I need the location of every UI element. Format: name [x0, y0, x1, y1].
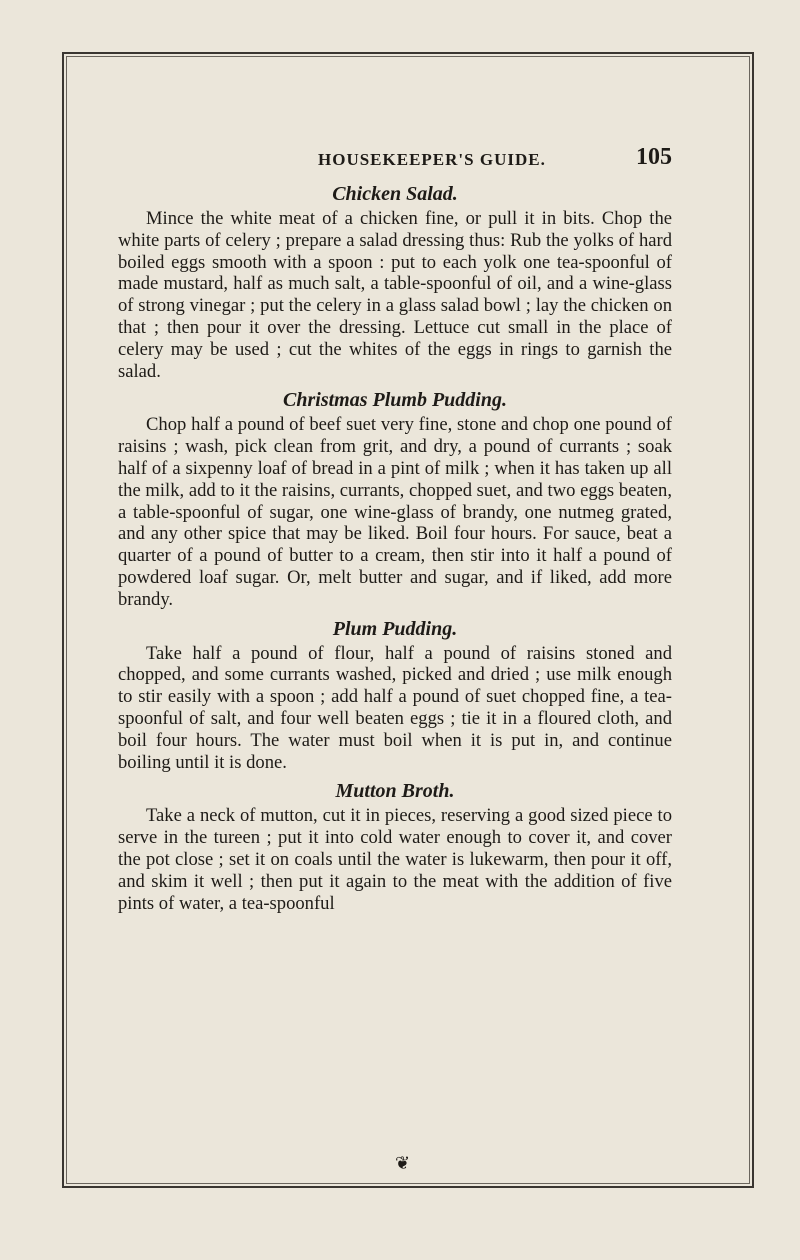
- recipe-body-plum-pudding: Take half a pound of flour, half a pound of raisins stoned and chopped, and some currants washed, picked and dried ; use milk enough to stir easily with a spoon ; add half a pound of suet chopped fine, a tea-spoonful of salt, and four well beaten eggs ; tie it in a floured cloth, and boil four hours. The water must boil when it is put in, and continue boiling until it is done.: [118, 642, 672, 773]
- recipe-body-mutton-broth: Take a neck of mutton, cut it in pieces, reserving a good sized piece to serve in the tureen ; put it into cold water enough to cover it, and cover the pot close ; set it on coals until the water is lukewarm, then pour it off, and skim it well ; then put it again to the meat with the addition of five pints of water, a tea-spoonful: [118, 805, 672, 914]
- footer-ink-mark-icon: ❦: [395, 1153, 411, 1173]
- recipe-body-christmas-plumb-pudding: Chop half a pound of beef suet very fine, stone and chop one pound of raisins ; wash, pick clean from grit, and dry, a pound of currants ; soak half of a sixpenny loaf of bread in a pint of milk ; when it has taken up all the milk, add to it the raisins, currants, chopped suet, and two eggs beaten, a table-spoonful of sugar, one wine-glass of brandy, one nutmeg grated, and any other spice that may be liked. Boil four hours. For sauce, beat a quarter of a pound of butter to a cream, then stir into it half a pound of powdered loaf sugar. Or, melt butter and sugar, and if liked, add more brandy.: [118, 414, 672, 610]
- recipe-title-christmas-plumb-pudding: Christmas Plumb Pudding.: [283, 389, 507, 412]
- recipe-title-chicken-salad: Chicken Salad.: [332, 183, 458, 205]
- recipe-title-mutton-broth: Mutton Broth.: [335, 780, 455, 803]
- page-number: 105: [636, 144, 672, 170]
- running-title: HOUSEKEEPER'S GUIDE.: [318, 150, 546, 169]
- running-head: [118, 144, 672, 178]
- book-page-content: [118, 144, 672, 918]
- recipe-body-chicken-salad: Mince the white meat of a chicken fine, or pull it in bits. Chop the white parts of celery ; prepare a salad dressing thus: Rub the yolks of hard boiled eggs smooth with a spoon : put to each yolk one tea-spoonful of made mustard, half as much salt, a table-spoonful of oil, and a wine-glass of strong vinegar ; put the celery in a glass salad bowl ; lay the chicken on that ; then pour it over the dressing. Lettuce cut small in the place of celery may be used ; cut the whites of the eggs in rings to garnish the salad.: [118, 208, 672, 382]
- recipe-title-plum-pudding: Plum Pudding.: [332, 617, 458, 640]
